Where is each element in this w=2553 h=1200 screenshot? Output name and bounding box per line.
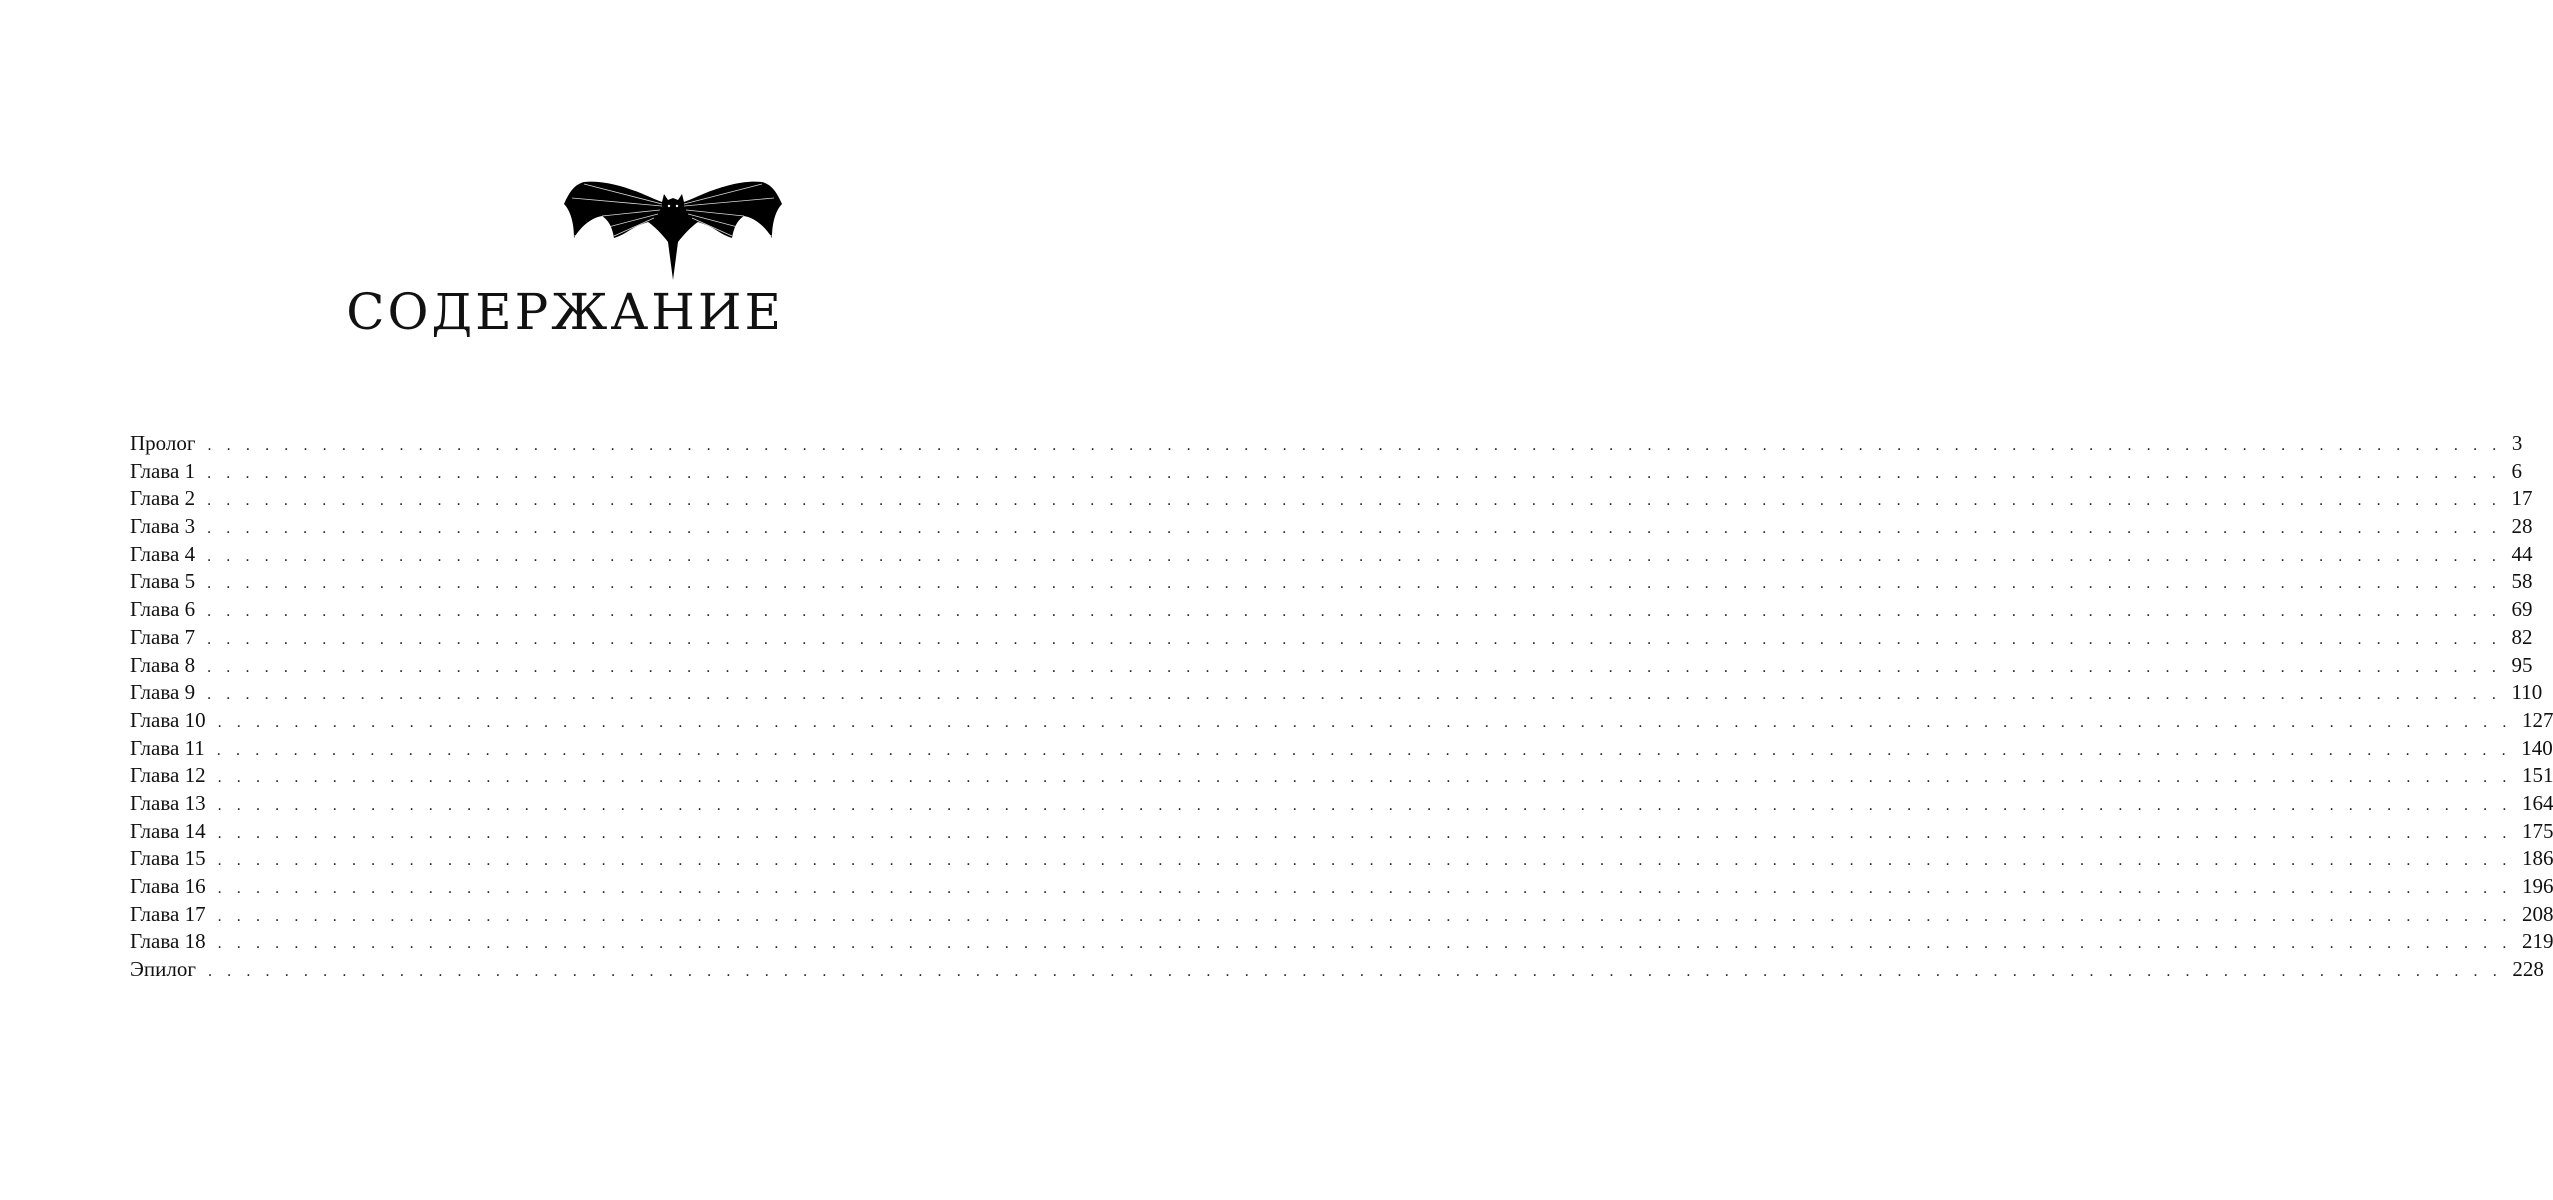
dot-leader: . . . . . . . . . . . . . . . . . . . . . . . . . . . . . . . . . . . . . . . . . . . . . . . . . . . . . . . . . . . . . . . . . . . . . . . . . . . . . . . . . . . . . . . . . . . . . . . . . . . . . . . . . . . . . . . . . . . . . . . . (207, 547, 2502, 565)
toc-entry-label: Глава 9 (130, 680, 196, 705)
toc-entry (130, 790, 2553, 818)
dot-leader: . . . . . . . . . . . . . . . . . . . . . . . . . . . . . . . . . . . . . . . . . . . . . . . . . . . . . . . . . . . . . . . . . . . . . . . . . . . . . . . . . . . . . . . . . . . . . . . . . . . . . . . . . . . . . . . . . . . . . . . . (217, 907, 2512, 925)
dot-leader: . . . . . . . . . . . . . . . . . . . . . . . . . . . . . . . . . . . . . . . . . . . . . . . . . . . . . . . . . . . . . . . . . . . . . . . . . . . . . . . . . . . . . . . . . . . . . . . . . . . . . . . . . . . . . . . . . . . . . . . . (207, 492, 2502, 510)
toc-entry-page-number: 3 (2511, 431, 2523, 455)
toc-entry (130, 541, 2533, 569)
toc-entry (130, 624, 2533, 652)
toc-entry-label: Глава 11 (130, 735, 205, 760)
toc-entry-page-number: 196 (2521, 874, 2553, 898)
toc-entry-page-number: 6 (2511, 458, 2522, 483)
toc-entry-page-number: 186 (2521, 846, 2553, 871)
toc-entry (130, 762, 2553, 790)
dot-leader: . . . . . . . . . . . . . . . . . . . . . . . . . . . . . . . . . . . . . . . . . . . . . . . . . . . . . . . . . . . . . . . . . . . . . . . . . . . . . . . . . . . . . . . . . . . . . . . . . . . . . . . . . . . . . . . . . . . . . . . . (207, 603, 2502, 621)
dot-leader: . . . . . . . . . . . . . . . . . . . . . . . . . . . . . . . . . . . . . . . . . . . . . . . . . . . . . . . . . . . . . . . . . . . . . . . . . . . . . . . . . . . . . . . . . . . . . . . . . . . . . . . . . . . . . . . . . . . . . . . . (207, 520, 2502, 538)
toc-entry-label: Глава 2 (130, 486, 196, 511)
dot-leader: . . . . . . . . . . . . . . . . . . . . . . . . . . . . . . . . . . . . . . . . . . . . . . . . . . . . . . . . . . . . . . . . . . . . . . . . . . . . . . . . . . . . . . . . . . . . . . . . . . . . . . . . . . . . . . . . . . . . . . . . (216, 741, 2512, 759)
toc-entry (130, 485, 2533, 513)
toc-entry-page-number: 175 (2521, 818, 2553, 843)
toc-entry-label: Эпилог (130, 957, 196, 982)
dot-leader: . . . . . . . . . . . . . . . . . . . . . . . . . . . . . . . . . . . . . . . . . . . . . . . . . . . . . . . . . . . . . . . . . . . . . . . . . . . . . . . . . . . . . . . . . . . . . . . . . . . . . . . . . . . . . . . . . . . . . . . . (217, 796, 2512, 814)
toc-entry-label: Глава 18 (130, 929, 206, 954)
toc-entry-page-number: 69 (2511, 597, 2533, 622)
dot-leader: . . . . . . . . . . . . . . . . . . . . . . . . . . . . . . . . . . . . . . . . . . . . . . . . . . . . . . . . . . . . . . . . . . . . . . . . . . . . . . . . . . . . . . . . . . . . . . . . . . . . . . . . . . . . . . . . . . . . . . . . (207, 437, 2502, 454)
toc-entry (130, 679, 2543, 707)
toc-entry (130, 873, 2553, 901)
toc-entry-page-number: 140 (2521, 735, 2553, 760)
toc-entry-label: Глава 13 (130, 790, 206, 815)
toc-entry (130, 596, 2533, 624)
toc-entry-page-number: 28 (2511, 514, 2533, 539)
toc-entry (130, 735, 2553, 763)
toc-entry (130, 818, 2553, 846)
dot-leader: . . . . . . . . . . . . . . . . . . . . . . . . . . . . . . . . . . . . . . . . . . . . . . . . . . . . . . . . . . . . . . . . . . . . . . . . . . . . . . . . . . . . . . . . . . . . . . . . . . . . . . . . . . . . . . . . . . . . . . . . (217, 713, 2512, 731)
toc-entry-page-number: 82 (2511, 624, 2533, 649)
toc-entry-label: Глава 8 (130, 652, 196, 677)
toc-entry (130, 707, 2553, 735)
toc-entry-label: Пролог (130, 431, 196, 455)
toc-entry-page-number: 164 (2521, 790, 2553, 815)
toc-entry-page-number: 228 (2512, 957, 2544, 982)
dot-leader: . . . . . . . . . . . . . . . . . . . . . . . . . . . . . . . . . . . . . . . . . . . . . . . . . . . . . . . . . . . . . . . . . . . . . . . . . . . . . . . . . . . . . . . . . . . . . . . . . . . . . . . . . . . . . . . . . . . . . . . . (207, 963, 2503, 981)
toc-entry-label: Глава 6 (130, 597, 196, 622)
toc-entry (130, 513, 2533, 541)
toc-entry-label: Глава 3 (130, 514, 196, 539)
toc-entry (130, 652, 2533, 680)
toc-entry-page-number: 44 (2511, 541, 2533, 566)
toc-entry-label: Глава 1 (130, 458, 196, 483)
toc-entry-label: Глава 12 (130, 763, 206, 788)
toc-entry (130, 458, 2522, 486)
dot-leader: . . . . . . . . . . . . . . . . . . . . . . . . . . . . . . . . . . . . . . . . . . . . . . . . . . . . . . . . . . . . . . . . . . . . . . . . . . . . . . . . . . . . . . . . . . . . . . . . . . . . . . . . . . . . . . . . . . . . . . . . (207, 686, 2502, 704)
toc-entry (130, 845, 2553, 873)
toc-entry-page-number: 58 (2511, 569, 2533, 594)
toc-entry (130, 568, 2533, 596)
toc-entry-label: Глава 15 (130, 846, 206, 871)
dot-leader: . . . . . . . . . . . . . . . . . . . . . . . . . . . . . . . . . . . . . . . . . . . . . . . . . . . . . . . . . . . . . . . . . . . . . . . . . . . . . . . . . . . . . . . . . . . . . . . . . . . . . . . . . . . . . . . . . . . . . . . . (207, 658, 2502, 676)
toc-entry-page-number: 151 (2521, 763, 2553, 788)
table-of-contents (130, 430, 2553, 984)
toc-entry (130, 956, 2544, 984)
toc-entry-label: Глава 4 (130, 541, 196, 566)
toc-entry (130, 901, 2553, 929)
dot-leader: . . . . . . . . . . . . . . . . . . . . . . . . . . . . . . . . . . . . . . . . . . . . . . . . . . . . . . . . . . . . . . . . . . . . . . . . . . . . . . . . . . . . . . . . . . . . . . . . . . . . . . . . . . . . . . . . . . . . . . . . (217, 935, 2512, 953)
dot-leader: . . . . . . . . . . . . . . . . . . . . . . . . . . . . . . . . . . . . . . . . . . . . . . . . . . . . . . . . . . . . . . . . . . . . . . . . . . . . . . . . . . . . . . . . . . . . . . . . . . . . . . . . . . . . . . . . . . . . . . . . (207, 464, 2502, 482)
dot-leader: . . . . . . . . . . . . . . . . . . . . . . . . . . . . . . . . . . . . . . . . . . . . . . . . . . . . . . . . . . . . . . . . . . . . . . . . . . . . . . . . . . . . . . . . . . . . . . . . . . . . . . . . . . . . . . . . . . . . . . . . (207, 575, 2502, 593)
dot-leader: . . . . . . . . . . . . . . . . . . . . . . . . . . . . . . . . . . . . . . . . . . . . . . . . . . . . . . . . . . . . . . . . . . . . . . . . . . . . . . . . . . . . . . . . . . . . . . . . . . . . . . . . . . . . . . . . . . . . . . . . (207, 630, 2502, 648)
dot-leader: . . . . . . . . . . . . . . . . . . . . . . . . . . . . . . . . . . . . . . . . . . . . . . . . . . . . . . . . . . . . . . . . . . . . . . . . . . . . . . . . . . . . . . . . . . . . . . . . . . . . . . . . . . . . . . . . . . . . . . . . (217, 769, 2512, 787)
toc-entry (130, 430, 2523, 458)
dot-leader: . . . . . . . . . . . . . . . . . . . . . . . . . . . . . . . . . . . . . . . . . . . . . . . . . . . . . . . . . . . . . . . . . . . . . . . . . . . . . . . . . . . . . . . . . . . . . . . . . . . . . . . . . . . . . . . . . . . . . . . . (217, 824, 2512, 842)
toc-entry-page-number: 127 (2521, 707, 2553, 732)
toc-entry-label: Глава 14 (130, 818, 206, 843)
toc-entry-page-number: 95 (2511, 652, 2533, 677)
toc-entry-label: Глава 17 (130, 901, 206, 926)
dot-leader: . . . . . . . . . . . . . . . . . . . . . . . . . . . . . . . . . . . . . . . . . . . . . . . . . . . . . . . . . . . . . . . . . . . . . . . . . . . . . . . . . . . . . . . . . . . . . . . . . . . . . . . . . . . . . . . . . . . . . . . . (217, 852, 2512, 870)
toc-entry-page-number: 219 (2521, 929, 2553, 954)
toc-entry-label: Глава 16 (130, 874, 206, 898)
dot-leader: . . . . . . . . . . . . . . . . . . . . . . . . . . . . . . . . . . . . . . . . . . . . . . . . . . . . . . . . . . . . . . . . . . . . . . . . . . . . . . . . . . . . . . . . . . . . . . . . . . . . . . . . . . . . . . . . . . . . . . . . (217, 880, 2512, 897)
toc-entry-label: Глава 7 (130, 624, 196, 649)
page-title: СОДЕРЖАНИЕ (346, 283, 784, 341)
toc-entry-page-number: 110 (2511, 680, 2543, 705)
toc-entry-label: Глава 10 (130, 707, 206, 732)
bat-icon (562, 176, 784, 284)
toc-entry-page-number: 208 (2521, 901, 2553, 926)
toc-entry-page-number: 17 (2511, 486, 2533, 511)
toc-entry (130, 928, 2553, 956)
toc-entry-label: Глава 5 (130, 569, 196, 594)
